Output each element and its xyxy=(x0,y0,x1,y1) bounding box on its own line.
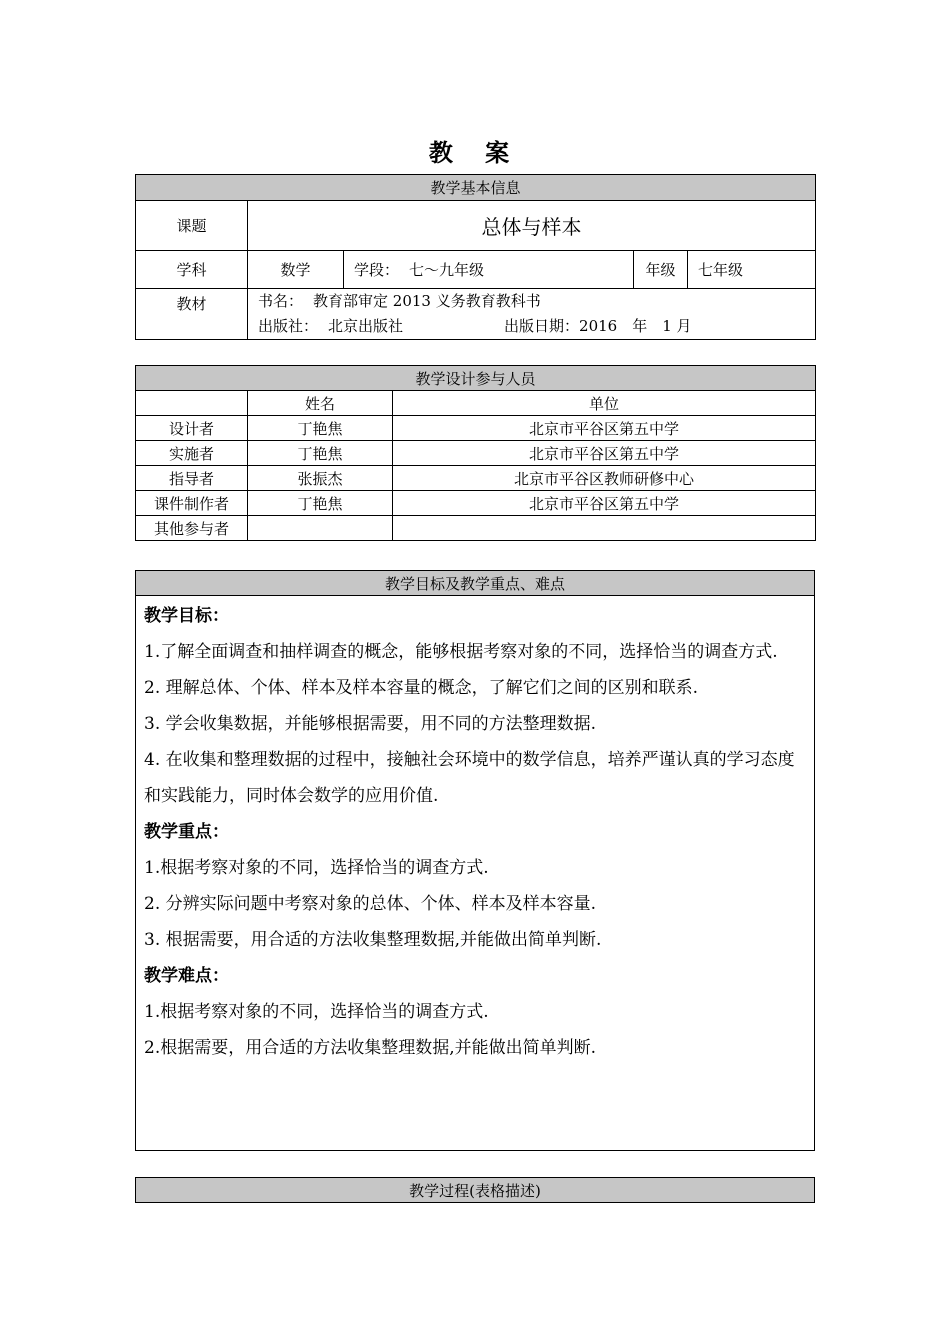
stage-value: 七～九年级 xyxy=(409,261,485,279)
topic-label: 课题 xyxy=(136,201,248,251)
topic-value: 总体与样本 xyxy=(248,201,816,251)
difficulties-title: 教学难点： xyxy=(144,966,229,986)
objectives-content xyxy=(136,596,815,1151)
difficulty-item: 1.根据考察对象的不同，选择恰当的调查方式. xyxy=(144,1002,489,1022)
basic-info-header: 教学基本信息 xyxy=(136,175,816,201)
process-table xyxy=(135,1177,815,1203)
name-cell: 丁艳焦 xyxy=(248,491,393,516)
pub-date-value: 2016 年 1 月 xyxy=(579,317,692,335)
unit-cell: 北京市平谷区第五中学 xyxy=(393,441,816,466)
objectives-header: 教学目标及教学重点、难点 xyxy=(136,571,815,596)
book-name-label: 书名： xyxy=(258,292,304,310)
participants-header: 教学设计参与人员 xyxy=(136,366,816,391)
unit-cell xyxy=(393,516,816,541)
name-cell: 丁艳焦 xyxy=(248,416,393,441)
key-point-item: 3. 根据需要，用合适的方法收集整理数据,并能做出简单判断. xyxy=(144,930,602,950)
role-cell: 其他参与者 xyxy=(136,516,248,541)
goal-item: 2. 理解总体、个体、样本及样本容量的概念，了解它们之间的区别和联系. xyxy=(144,678,699,698)
publisher-label: 出版社： xyxy=(258,317,319,335)
table-row xyxy=(136,441,816,466)
participants-table xyxy=(135,365,816,541)
name-cell xyxy=(248,516,393,541)
objectives-table xyxy=(135,570,815,1151)
goal-item: 3. 学会收集数据，并能够根据需要，用不同的方法整理数据. xyxy=(144,714,597,734)
key-points-title: 教学重点： xyxy=(144,822,229,842)
table-row xyxy=(136,516,816,541)
role-cell: 指导者 xyxy=(136,466,248,491)
stage-label: 学段： xyxy=(354,261,400,279)
table-row xyxy=(136,491,816,516)
key-point-item: 1.根据考察对象的不同，选择恰当的调查方式. xyxy=(144,858,489,878)
goals-title: 教学目标： xyxy=(144,606,229,626)
role-cell: 设计者 xyxy=(136,416,248,441)
stage-cell xyxy=(344,251,634,289)
empty-cell xyxy=(136,391,248,416)
col-name-header: 姓名 xyxy=(248,391,393,416)
key-point-item: 2. 分辨实际问题中考察对象的总体、个体、样本及样本容量. xyxy=(144,894,597,914)
unit-cell: 北京市平谷区第五中学 xyxy=(393,491,816,516)
table-row xyxy=(136,416,816,441)
subject-label: 学科 xyxy=(136,251,248,289)
textbook-label: 教材 xyxy=(136,289,248,340)
col-unit-header: 单位 xyxy=(393,391,816,416)
table-row xyxy=(136,466,816,491)
book-name-value: 教育部审定 2013 义务教育教科书 xyxy=(313,292,541,310)
textbook-info xyxy=(248,289,816,340)
document-title: 教 案 xyxy=(428,139,522,167)
name-cell: 张振杰 xyxy=(248,466,393,491)
unit-cell: 北京市平谷区第五中学 xyxy=(393,416,816,441)
unit-cell: 北京市平谷区教师研修中心 xyxy=(393,466,816,491)
name-cell: 丁艳焦 xyxy=(248,441,393,466)
role-cell: 课件制作者 xyxy=(136,491,248,516)
goal-item: 1.了解全面调查和抽样调查的概念，能够根据考察对象的不同，选择恰当的调查方式. xyxy=(144,642,778,662)
grade-label: 年级 xyxy=(634,251,688,289)
pub-date-label: 出版日期： xyxy=(504,317,580,335)
process-header: 教学过程(表格描述) xyxy=(136,1178,815,1203)
goal-item: 4. 在收集和整理数据的过程中，接触社会环境中的数学信息，培养严谨认真的学习态度和实践能力，同时体会数学的应用价值. xyxy=(144,750,795,806)
role-cell: 实施者 xyxy=(136,441,248,466)
grade-value: 七年级 xyxy=(688,251,816,289)
publisher-value: 北京出版社 xyxy=(328,317,404,335)
subject-value: 数学 xyxy=(248,251,344,289)
difficulty-item: 2.根据需要，用合适的方法收集整理数据,并能做出简单判断. xyxy=(144,1038,597,1058)
basic-info-table xyxy=(135,174,816,340)
